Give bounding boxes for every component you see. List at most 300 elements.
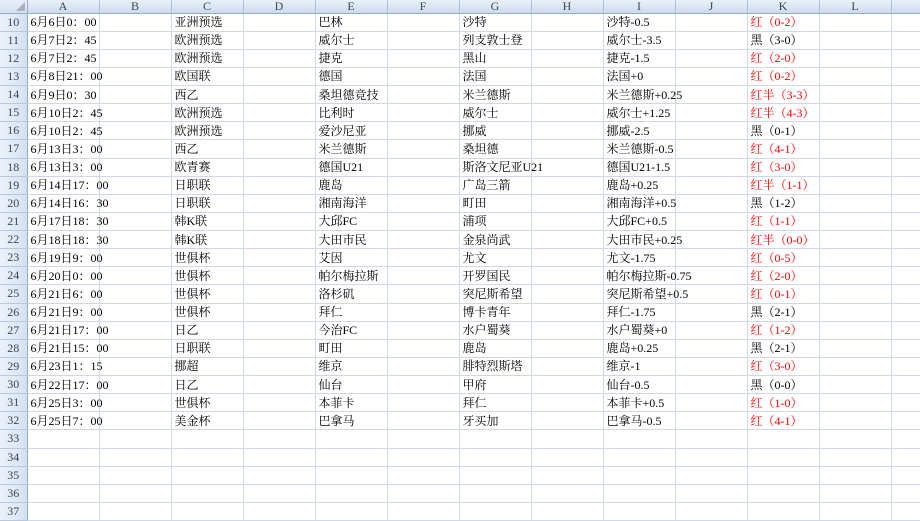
cell-j-empty[interactable] <box>675 376 747 394</box>
row-number[interactable]: 18 <box>0 158 27 176</box>
cell-j-empty[interactable] <box>675 122 747 140</box>
cell-league[interactable] <box>171 430 243 448</box>
cell-b-empty[interactable] <box>99 412 171 430</box>
cell-home-team[interactable]: 艾因 <box>315 249 387 267</box>
cell-result[interactable] <box>747 484 819 502</box>
cell-f-empty[interactable] <box>387 104 459 122</box>
cell-l-empty[interactable] <box>819 448 891 466</box>
cell-h-empty[interactable] <box>531 339 603 357</box>
cell-handicap[interactable] <box>603 448 675 466</box>
row-number[interactable]: 12 <box>0 49 27 67</box>
cell-j-empty[interactable] <box>675 484 747 502</box>
cell-h-empty[interactable] <box>531 357 603 375</box>
column-header-K[interactable]: K <box>747 0 819 13</box>
cell-h-empty[interactable] <box>531 31 603 49</box>
cell-handicap[interactable] <box>603 430 675 448</box>
cell-away-team[interactable] <box>459 484 531 502</box>
cell-away-team[interactable]: 桑坦德 <box>459 140 531 158</box>
cell-f-empty[interactable] <box>387 67 459 85</box>
cell-h-empty[interactable] <box>531 122 603 140</box>
cell-h-empty[interactable] <box>531 394 603 412</box>
cell-l-empty[interactable] <box>819 502 891 520</box>
cell-d-empty[interactable] <box>243 357 315 375</box>
cell-f-empty[interactable] <box>387 339 459 357</box>
cell-home-team[interactable]: 洛杉矶 <box>315 285 387 303</box>
cell-b-empty[interactable] <box>99 13 171 31</box>
cell-l-empty[interactable] <box>819 339 891 357</box>
row-number[interactable]: 28 <box>0 339 27 357</box>
cell-j-empty[interactable] <box>675 140 747 158</box>
cell-away-team[interactable]: 挪威 <box>459 122 531 140</box>
cell-d-empty[interactable] <box>243 321 315 339</box>
cell-d-empty[interactable] <box>243 267 315 285</box>
cell-home-team[interactable]: 爱沙尼亚 <box>315 122 387 140</box>
cell-h-empty[interactable] <box>531 321 603 339</box>
column-header-D[interactable]: D <box>243 0 315 13</box>
cell-b-empty[interactable] <box>99 122 171 140</box>
cell-date[interactable]: 6月25日3：00 <box>27 394 99 412</box>
row-number[interactable]: 13 <box>0 67 27 85</box>
cell-d-empty[interactable] <box>243 122 315 140</box>
cell-home-team[interactable] <box>315 484 387 502</box>
cell-date[interactable]: 6月22日17：00 <box>27 376 99 394</box>
cell-j-empty[interactable] <box>675 86 747 104</box>
row-number[interactable]: 22 <box>0 231 27 249</box>
cell-away-team[interactable]: 黑山 <box>459 49 531 67</box>
cell-date[interactable]: 6月8日21：00 <box>27 67 99 85</box>
cell-d-empty[interactable] <box>243 194 315 212</box>
cell-home-team[interactable]: 德国 <box>315 67 387 85</box>
cell-league[interactable]: 西乙 <box>171 86 243 104</box>
cell-j-empty[interactable] <box>675 321 747 339</box>
cell-m-partial[interactable] <box>891 448 920 466</box>
cell-home-team[interactable]: 本菲卡 <box>315 394 387 412</box>
cell-handicap[interactable]: 挪威-2.5 <box>603 122 675 140</box>
cell-j-empty[interactable] <box>675 212 747 230</box>
cell-result[interactable]: 黑（0-0） <box>747 376 819 394</box>
cell-away-team[interactable]: 沙特 <box>459 13 531 31</box>
cell-f-empty[interactable] <box>387 267 459 285</box>
cell-b-empty[interactable] <box>99 502 171 520</box>
cell-l-empty[interactable] <box>819 285 891 303</box>
cell-date[interactable] <box>27 484 99 502</box>
column-header-I[interactable]: I <box>603 0 675 13</box>
column-header-B[interactable]: B <box>99 0 171 13</box>
cell-b-empty[interactable] <box>99 212 171 230</box>
cell-league[interactable]: 日职联 <box>171 176 243 194</box>
cell-m-partial[interactable] <box>891 13 920 31</box>
cell-away-team[interactable]: 广岛三箭 <box>459 176 531 194</box>
cell-j-empty[interactable] <box>675 394 747 412</box>
cell-b-empty[interactable] <box>99 31 171 49</box>
row-number[interactable]: 14 <box>0 86 27 104</box>
cell-h-empty[interactable] <box>531 484 603 502</box>
column-header-G[interactable]: G <box>459 0 531 13</box>
cell-result[interactable] <box>747 430 819 448</box>
cell-l-empty[interactable] <box>819 140 891 158</box>
cell-handicap[interactable]: 帕尔梅拉斯-0.75 <box>603 267 675 285</box>
cell-d-empty[interactable] <box>243 140 315 158</box>
cell-m-partial[interactable] <box>891 122 920 140</box>
cell-result[interactable]: 红（4-1） <box>747 140 819 158</box>
cell-m-partial[interactable] <box>891 466 920 484</box>
cell-result[interactable] <box>747 466 819 484</box>
cell-away-team[interactable]: 突尼斯希望 <box>459 285 531 303</box>
cell-home-team[interactable]: 町田 <box>315 339 387 357</box>
cell-away-team[interactable]: 博卡青年 <box>459 303 531 321</box>
cell-date[interactable]: 6月19日9：00 <box>27 249 99 267</box>
cell-date[interactable] <box>27 448 99 466</box>
cell-j-empty[interactable] <box>675 249 747 267</box>
cell-m-partial[interactable] <box>891 357 920 375</box>
cell-home-team[interactable] <box>315 502 387 520</box>
cell-b-empty[interactable] <box>99 321 171 339</box>
cell-league[interactable]: 欧洲预选 <box>171 31 243 49</box>
cell-result[interactable]: 红（0-5） <box>747 249 819 267</box>
cell-handicap[interactable]: 法国+0 <box>603 67 675 85</box>
cell-league[interactable] <box>171 502 243 520</box>
cell-f-empty[interactable] <box>387 376 459 394</box>
cell-m-partial[interactable] <box>891 412 920 430</box>
row-number[interactable]: 33 <box>0 430 27 448</box>
cell-h-empty[interactable] <box>531 176 603 194</box>
cell-league[interactable] <box>171 448 243 466</box>
cell-d-empty[interactable] <box>243 158 315 176</box>
row-number[interactable]: 27 <box>0 321 27 339</box>
cell-j-empty[interactable] <box>675 303 747 321</box>
cell-league[interactable]: 世俱杯 <box>171 267 243 285</box>
cell-j-empty[interactable] <box>675 339 747 357</box>
cell-home-team[interactable]: 鹿岛 <box>315 176 387 194</box>
cell-j-empty[interactable] <box>675 49 747 67</box>
cell-f-empty[interactable] <box>387 212 459 230</box>
cell-h-empty[interactable] <box>531 502 603 520</box>
cell-league[interactable]: 欧洲预选 <box>171 104 243 122</box>
row-number[interactable]: 10 <box>0 13 27 31</box>
cell-h-empty[interactable] <box>531 13 603 31</box>
cell-l-empty[interactable] <box>819 466 891 484</box>
cell-home-team[interactable]: 米兰德斯 <box>315 140 387 158</box>
cell-result[interactable]: 红半（0-0） <box>747 231 819 249</box>
cell-handicap[interactable]: 本菲卡+0.5 <box>603 394 675 412</box>
cell-h-empty[interactable] <box>531 231 603 249</box>
cell-home-team[interactable] <box>315 430 387 448</box>
cell-h-empty[interactable] <box>531 104 603 122</box>
row-number[interactable]: 34 <box>0 448 27 466</box>
cell-f-empty[interactable] <box>387 357 459 375</box>
cell-l-empty[interactable] <box>819 13 891 31</box>
cell-result[interactable]: 红（2-0） <box>747 267 819 285</box>
cell-m-partial[interactable] <box>891 212 920 230</box>
cell-m-partial[interactable] <box>891 285 920 303</box>
row-number[interactable]: 19 <box>0 176 27 194</box>
cell-m-partial[interactable] <box>891 158 920 176</box>
cell-league[interactable]: 韩K联 <box>171 231 243 249</box>
cell-b-empty[interactable] <box>99 86 171 104</box>
cell-away-team[interactable]: 列支敦士登 <box>459 31 531 49</box>
row-number[interactable]: 23 <box>0 249 27 267</box>
cell-h-empty[interactable] <box>531 49 603 67</box>
cell-date[interactable]: 6月25日7：00 <box>27 412 99 430</box>
cell-result[interactable]: 红（0-2） <box>747 13 819 31</box>
cell-handicap[interactable]: 德国U21-1.5 <box>603 158 675 176</box>
cell-m-partial[interactable] <box>891 231 920 249</box>
row-number[interactable]: 32 <box>0 412 27 430</box>
cell-date[interactable]: 6月6日0：00 <box>27 13 99 31</box>
cell-result[interactable]: 红半（3-3） <box>747 86 819 104</box>
row-number[interactable]: 15 <box>0 104 27 122</box>
cell-league[interactable] <box>171 484 243 502</box>
cell-h-empty[interactable] <box>531 212 603 230</box>
cell-date[interactable]: 6月21日17：00 <box>27 321 99 339</box>
cell-away-team[interactable]: 米兰德斯 <box>459 86 531 104</box>
cell-f-empty[interactable] <box>387 466 459 484</box>
cell-d-empty[interactable] <box>243 339 315 357</box>
cell-away-team[interactable]: 斯洛文尼亚U21 <box>459 158 531 176</box>
column-header-C[interactable]: C <box>171 0 243 13</box>
cell-h-empty[interactable] <box>531 303 603 321</box>
column-header-H[interactable]: H <box>531 0 603 13</box>
cell-result[interactable] <box>747 502 819 520</box>
cell-l-empty[interactable] <box>819 104 891 122</box>
cell-f-empty[interactable] <box>387 321 459 339</box>
cell-away-team[interactable]: 鹿岛 <box>459 339 531 357</box>
cell-l-empty[interactable] <box>819 394 891 412</box>
cell-home-team[interactable]: 捷克 <box>315 49 387 67</box>
cell-league[interactable]: 日乙 <box>171 376 243 394</box>
cell-d-empty[interactable] <box>243 31 315 49</box>
cell-b-empty[interactable] <box>99 448 171 466</box>
cell-date[interactable]: 6月10日2：45 <box>27 104 99 122</box>
cell-handicap[interactable]: 突尼斯希望+0.5 <box>603 285 675 303</box>
column-header-E[interactable]: E <box>315 0 387 13</box>
cell-away-team[interactable]: 水户蜀葵 <box>459 321 531 339</box>
cell-m-partial[interactable] <box>891 321 920 339</box>
cell-handicap[interactable]: 威尔士+1.25 <box>603 104 675 122</box>
cell-l-empty[interactable] <box>819 303 891 321</box>
cell-away-team[interactable]: 町田 <box>459 194 531 212</box>
row-number[interactable]: 37 <box>0 502 27 520</box>
cell-home-team[interactable]: 德国U21 <box>315 158 387 176</box>
cell-h-empty[interactable] <box>531 448 603 466</box>
cell-j-empty[interactable] <box>675 176 747 194</box>
row-number[interactable]: 16 <box>0 122 27 140</box>
cell-date[interactable]: 6月7日2：45 <box>27 49 99 67</box>
cell-away-team[interactable]: 浦项 <box>459 212 531 230</box>
cell-m-partial[interactable] <box>891 376 920 394</box>
cell-handicap[interactable] <box>603 466 675 484</box>
cell-date[interactable]: 6月10日2：45 <box>27 122 99 140</box>
cell-b-empty[interactable] <box>99 158 171 176</box>
cell-league[interactable]: 韩K联 <box>171 212 243 230</box>
cell-handicap[interactable]: 尤文-1.75 <box>603 249 675 267</box>
cell-h-empty[interactable] <box>531 376 603 394</box>
cell-h-empty[interactable] <box>531 67 603 85</box>
cell-b-empty[interactable] <box>99 339 171 357</box>
cell-b-empty[interactable] <box>99 466 171 484</box>
cell-league[interactable]: 亚洲预选 <box>171 13 243 31</box>
cell-m-partial[interactable] <box>891 267 920 285</box>
cell-b-empty[interactable] <box>99 104 171 122</box>
cell-f-empty[interactable] <box>387 194 459 212</box>
cell-handicap[interactable]: 鹿岛+0.25 <box>603 176 675 194</box>
cell-l-empty[interactable] <box>819 176 891 194</box>
cell-date[interactable]: 6月21日6：00 <box>27 285 99 303</box>
cell-away-team[interactable] <box>459 502 531 520</box>
cell-home-team[interactable]: 威尔士 <box>315 31 387 49</box>
cell-d-empty[interactable] <box>243 466 315 484</box>
row-number[interactable]: 26 <box>0 303 27 321</box>
cell-handicap[interactable] <box>603 484 675 502</box>
cell-j-empty[interactable] <box>675 357 747 375</box>
cell-home-team[interactable] <box>315 448 387 466</box>
row-number[interactable]: 31 <box>0 394 27 412</box>
cell-l-empty[interactable] <box>819 412 891 430</box>
cell-d-empty[interactable] <box>243 394 315 412</box>
cell-handicap[interactable]: 巴拿马-0.5 <box>603 412 675 430</box>
cell-home-team[interactable]: 大田市民 <box>315 231 387 249</box>
cell-l-empty[interactable] <box>819 321 891 339</box>
cell-date[interactable]: 6月21日9：00 <box>27 303 99 321</box>
cell-l-empty[interactable] <box>819 86 891 104</box>
cell-m-partial[interactable] <box>891 430 920 448</box>
cell-d-empty[interactable] <box>243 502 315 520</box>
cell-result[interactable]: 红（0-1） <box>747 285 819 303</box>
cell-away-team[interactable]: 法国 <box>459 67 531 85</box>
cell-m-partial[interactable] <box>891 394 920 412</box>
cell-home-team[interactable]: 桑坦德竞技 <box>315 86 387 104</box>
cell-j-empty[interactable] <box>675 231 747 249</box>
cell-handicap[interactable]: 大邱FC+0.5 <box>603 212 675 230</box>
column-header-L[interactable]: L <box>819 0 891 13</box>
cell-b-empty[interactable] <box>99 231 171 249</box>
row-number[interactable]: 29 <box>0 357 27 375</box>
cell-home-team[interactable]: 巴拿马 <box>315 412 387 430</box>
cell-handicap[interactable]: 沙特-0.5 <box>603 13 675 31</box>
cell-result[interactable]: 红（1-0） <box>747 394 819 412</box>
cell-j-empty[interactable] <box>675 466 747 484</box>
cell-m-partial[interactable] <box>891 140 920 158</box>
cell-l-empty[interactable] <box>819 267 891 285</box>
cell-result[interactable]: 红（3-0） <box>747 357 819 375</box>
cell-home-team[interactable]: 今治FC <box>315 321 387 339</box>
cell-m-partial[interactable] <box>891 86 920 104</box>
cell-b-empty[interactable] <box>99 303 171 321</box>
cell-league[interactable]: 世俱杯 <box>171 249 243 267</box>
column-header-J[interactable]: J <box>675 0 747 13</box>
cell-handicap[interactable]: 仙台-0.5 <box>603 376 675 394</box>
cell-j-empty[interactable] <box>675 412 747 430</box>
cell-f-empty[interactable] <box>387 13 459 31</box>
cell-home-team[interactable] <box>315 466 387 484</box>
cell-league[interactable]: 美金杯 <box>171 412 243 430</box>
cell-f-empty[interactable] <box>387 430 459 448</box>
cell-date[interactable]: 6月17日18：30 <box>27 212 99 230</box>
cell-handicap[interactable]: 维京-1 <box>603 357 675 375</box>
cell-d-empty[interactable] <box>243 231 315 249</box>
cell-d-empty[interactable] <box>243 484 315 502</box>
cell-handicap[interactable]: 米兰德斯-0.5 <box>603 140 675 158</box>
cell-f-empty[interactable] <box>387 303 459 321</box>
cell-h-empty[interactable] <box>531 194 603 212</box>
cell-d-empty[interactable] <box>243 303 315 321</box>
cell-f-empty[interactable] <box>387 140 459 158</box>
cell-handicap[interactable]: 威尔士-3.5 <box>603 31 675 49</box>
cell-l-empty[interactable] <box>819 212 891 230</box>
cell-l-empty[interactable] <box>819 158 891 176</box>
cell-f-empty[interactable] <box>387 231 459 249</box>
cell-f-empty[interactable] <box>387 176 459 194</box>
cell-b-empty[interactable] <box>99 357 171 375</box>
cell-b-empty[interactable] <box>99 285 171 303</box>
cell-l-empty[interactable] <box>819 31 891 49</box>
cell-f-empty[interactable] <box>387 394 459 412</box>
cell-date[interactable]: 6月13日3：00 <box>27 158 99 176</box>
cell-handicap[interactable]: 大田市民+0.25 <box>603 231 675 249</box>
cell-league[interactable]: 欧国联 <box>171 67 243 85</box>
cell-away-team[interactable] <box>459 466 531 484</box>
cell-home-team[interactable]: 拜仁 <box>315 303 387 321</box>
cell-away-team[interactable] <box>459 430 531 448</box>
cell-d-empty[interactable] <box>243 104 315 122</box>
cell-d-empty[interactable] <box>243 176 315 194</box>
row-number[interactable]: 36 <box>0 484 27 502</box>
cell-result[interactable]: 红（4-1） <box>747 412 819 430</box>
cell-home-team[interactable]: 大邱FC <box>315 212 387 230</box>
cell-result[interactable]: 红半（1-1） <box>747 176 819 194</box>
cell-away-team[interactable]: 腓特烈斯塔 <box>459 357 531 375</box>
select-all-corner[interactable] <box>0 0 27 13</box>
cell-d-empty[interactable] <box>243 376 315 394</box>
cell-result[interactable]: 红半（4-3） <box>747 104 819 122</box>
cell-date[interactable]: 6月7日2：45 <box>27 31 99 49</box>
cell-l-empty[interactable] <box>819 122 891 140</box>
cell-league[interactable]: 挪超 <box>171 357 243 375</box>
cell-f-empty[interactable] <box>387 31 459 49</box>
cell-handicap[interactable] <box>603 502 675 520</box>
cell-b-empty[interactable] <box>99 267 171 285</box>
cell-home-team[interactable]: 仙台 <box>315 376 387 394</box>
cell-h-empty[interactable] <box>531 249 603 267</box>
cell-d-empty[interactable] <box>243 249 315 267</box>
column-header-A[interactable]: A <box>27 0 99 13</box>
cell-j-empty[interactable] <box>675 194 747 212</box>
cell-date[interactable]: 6月9日0：30 <box>27 86 99 104</box>
cell-away-team[interactable]: 金泉尚武 <box>459 231 531 249</box>
cell-handicap[interactable]: 水户蜀葵+0 <box>603 321 675 339</box>
cell-result[interactable]: 黑（1-2） <box>747 194 819 212</box>
cell-date[interactable] <box>27 430 99 448</box>
cell-h-empty[interactable] <box>531 267 603 285</box>
cell-home-team[interactable]: 维京 <box>315 357 387 375</box>
cell-league[interactable]: 欧洲预选 <box>171 122 243 140</box>
cell-l-empty[interactable] <box>819 67 891 85</box>
cell-f-empty[interactable] <box>387 502 459 520</box>
cell-m-partial[interactable] <box>891 249 920 267</box>
cell-j-empty[interactable] <box>675 13 747 31</box>
cell-d-empty[interactable] <box>243 285 315 303</box>
cell-d-empty[interactable] <box>243 86 315 104</box>
cell-j-empty[interactable] <box>675 31 747 49</box>
cell-handicap[interactable]: 米兰德斯+0.25 <box>603 86 675 104</box>
cell-away-team[interactable]: 牙买加 <box>459 412 531 430</box>
cell-j-empty[interactable] <box>675 448 747 466</box>
cell-league[interactable]: 日乙 <box>171 321 243 339</box>
cell-d-empty[interactable] <box>243 448 315 466</box>
cell-league[interactable]: 世俱杯 <box>171 394 243 412</box>
cell-b-empty[interactable] <box>99 140 171 158</box>
cell-l-empty[interactable] <box>819 194 891 212</box>
